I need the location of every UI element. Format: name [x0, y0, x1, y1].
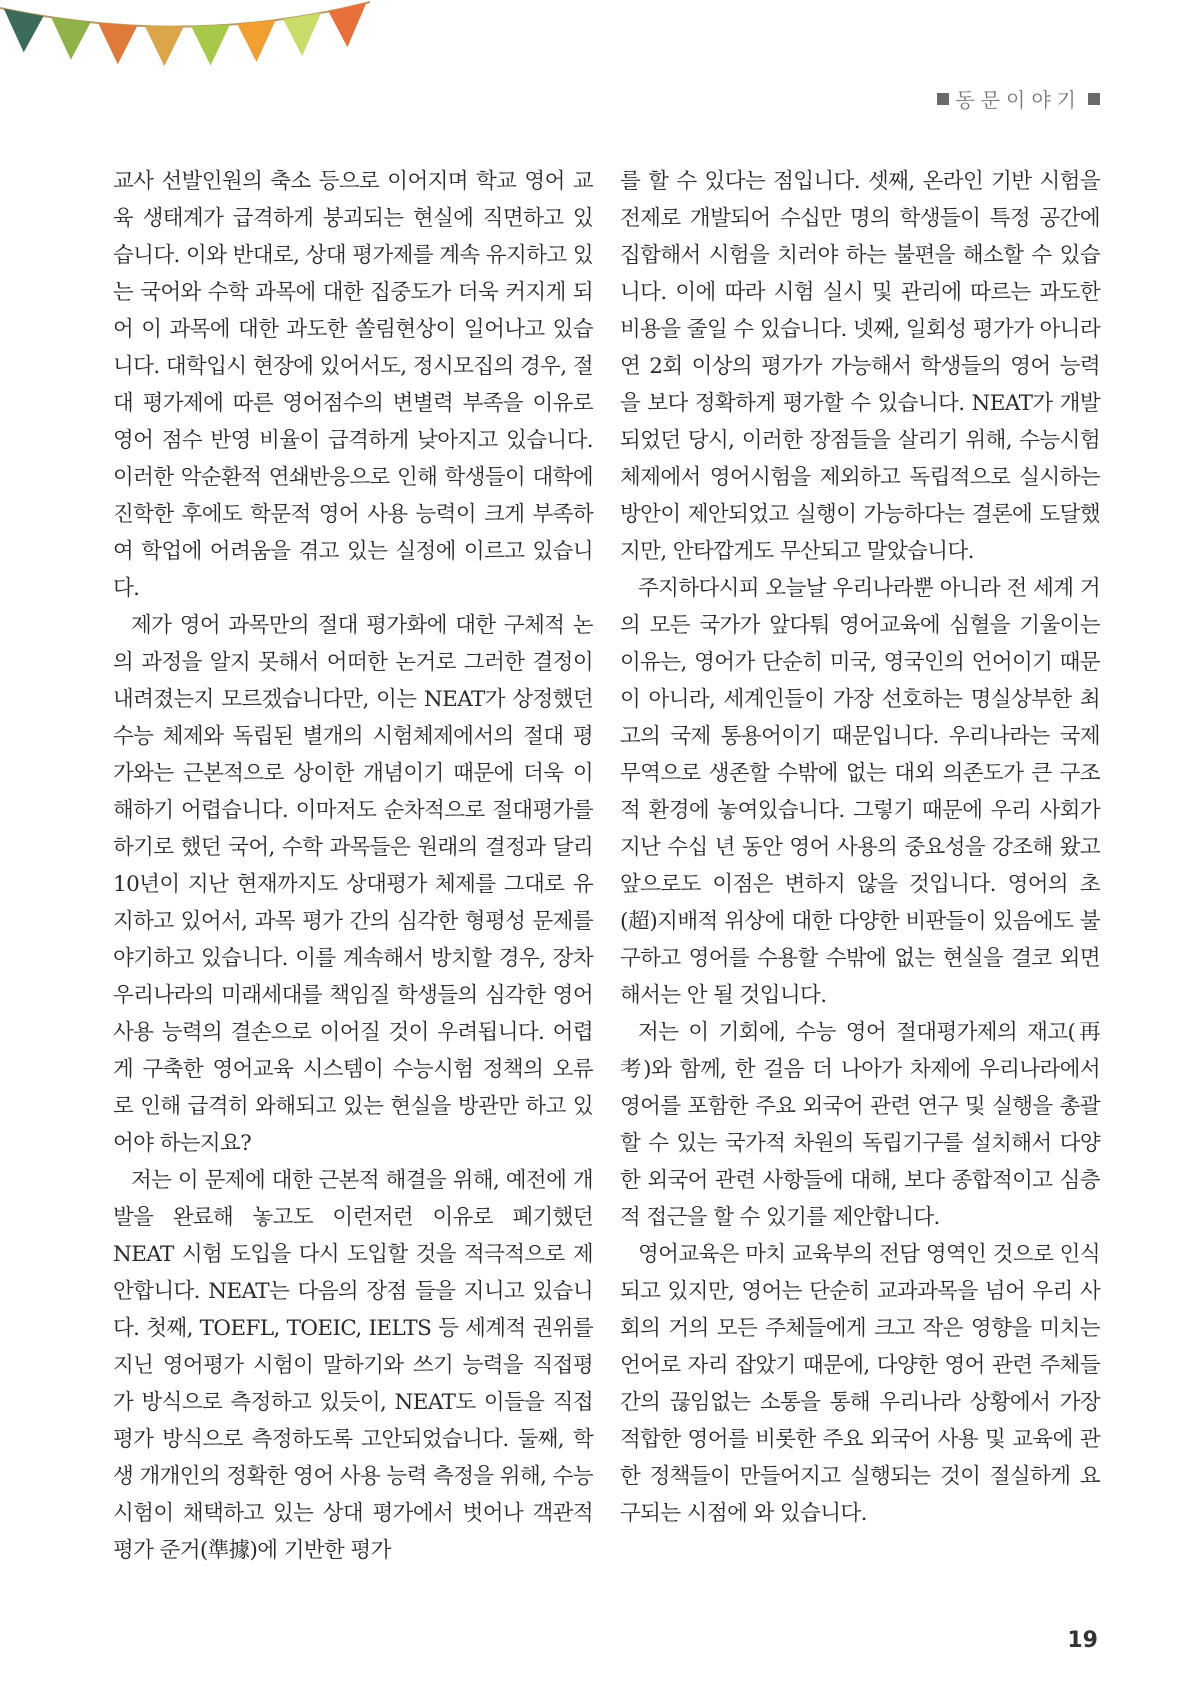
- bunting-flag: [98, 23, 137, 64]
- bunting-flag: [4, 9, 44, 53]
- paragraph: 교사 선발인원의 축소 등으로 이어지며 학교 영어 교육 생태계가 급격하게 붕괴되는 현실에 직면하고 있습니다. 이와 반대로, 상대 평가제를 계속 유지하고 있는 국어와 수학 과목에 대한 집중도가 더욱 커지게 되어 이 과목에 대한 과도한 쏠림현상이 일어나고 있습니다. 대학입시 현장에 있어서도, 정시모집의 경우, 절대 평가제에 따른 영어점수의 변별력 부족을 이유로 영어 점수 반영 비율이 급격하게 낮아지고 있습니다. 이러한 악순환적 연쇄반응으로 인해 학생들이 대학에 진학한 후에도 학문적 영어 사용 능력이 크게 부족하여 학업에 어려움을 겪고 있는 실정에 이르고 있습니다.: [113, 169, 593, 601]
- left-column: [113, 163, 593, 1569]
- section-title: 동문이야기: [955, 88, 1082, 112]
- page-number: 19: [1067, 1628, 1098, 1653]
- bunting-decoration: [0, 0, 380, 100]
- paragraph: 주지하다시피 오늘날 우리나라뿐 아니라 전 세계 거의 모든 국가가 앞다퉈 영어교육에 심혈을 기울이는 이유는, 영어가 단순히 미국, 영국인의 언어이기 때문이 아니라, 세계인들이 가장 선호하는 명실상부한 최고의 국제 통용어이기 때문입니다. 우리나라는 국제 무역으로 생존할 수밖에 없는 대외 의존도가 큰 구조적 환경에 놓여있습니다. 그렇기 때문에 우리 사회가 지난 수십 년 동안 영어 사용의 중요성을 강조해 왔고 앞으로도 이점은 변하지 않을 것입니다. 영어의 초(超)지배적 위상에 대한 다양한 비판들이 있음에도 불구하고 영어를 수용할 수밖에 없는 현실을 결코 외면해서는 안 될 것입니다.: [620, 576, 1100, 1008]
- bunting-flag: [191, 25, 230, 66]
- bunting-flag: [145, 26, 184, 66]
- right-column: [620, 163, 1100, 1532]
- section-header: [937, 84, 1100, 113]
- bunting-flag: [51, 17, 91, 60]
- bunting-flag: [237, 20, 275, 62]
- square-bullet-icon: [937, 93, 949, 105]
- paragraph: 를 할 수 있다는 점입니다. 셋째, 온라인 기반 시험을 전제로 개발되어 수십만 명의 학생들이 특정 공간에 집합해서 시험을 치러야 하는 불편을 해소할 수 있습니다. 이에 따라 시험 실시 및 관리에 따르는 과도한 비용을 줄일 수 있습니다. 넷째, 일회성 평가가 아니라 연 2회 이상의 평가가 가능해서 학생들의 영어 능력을 보다 정확하게 평가할 수 있습니다. NEAT가 개발되었던 당시, 이러한 장점들을 살리기 위해, 수능시험체제에서 영어시험을 제외하고 독립적으로 실시하는 방안이 제안되었고 실행이 가능하다는 결론에 도달했지만, 안타깝게도 무산되고 말았습니다.: [620, 169, 1100, 564]
- paragraph: 제가 영어 과목만의 절대 평가화에 대한 구체적 논의 과정을 알지 못해서 어떠한 논거로 그러한 결정이 내려졌는지 모르겠습니다만, 이는 NEAT가 상정했던 수능 체제와 독립된 별개의 시험체제에서의 절대 평가와는 근본적으로 상이한 개념이기 때문에 더욱 이해하기 어렵습니다. 이마저도 순차적으로 절대평가를 하기로 했던 국어, 수학 과목들은 원래의 결정과 달리 10년이 지난 현재까지도 상대평가 체제를 그대로 유지하고 있어서, 과목 평가 간의 심각한 형평성 문제를 야기하고 있습니다. 이를 계속해서 방치할 경우, 장차 우리나라의 미래세대를 책임질 학생들의 심각한 영어 사용 능력의 결손으로 이어질 것이 우려됩니다. 어렵게 구축한 영어교육 시스템이 수능시험 정책의 오류로 인해 급격히 와해되고 있는 현실을 방관만 하고 있어야 하는지요?: [113, 613, 593, 1156]
- paragraph: 저는 이 기회에, 수능 영어 절대평가제의 재고(再考)와 함께, 한 걸음 더 나아가 차제에 우리나라에서 영어를 포함한 주요 외국어 관련 연구 및 실행을 총괄할 수 있는 국가적 차원의 독립기구를 설치해서 다양한 외국어 관련 사항들에 대해, 보다 종합적이고 심층적 접근을 할 수 있기를 제안합니다.: [620, 1020, 1100, 1230]
- bunting-flag: [283, 13, 321, 56]
- paragraph: 영어교육은 마치 교육부의 전담 영역인 것으로 인식되고 있지만, 영어는 단순히 교과과목을 넘어 우리 사회의 거의 모든 주체들에게 크고 작은 영향을 미치는 언어로 자리 잡았기 때문에, 다양한 영어 관련 주체들 간의 끊임없는 소통을 통해 우리나라 상황에서 가장 적합한 영어를 비롯한 주요 외국어 사용 및 교육에 관한 정책들이 만들어지고 실행되는 것이 절실하게 요구되는 시점에 와 있습니다.: [620, 1242, 1100, 1526]
- square-bullet-icon: [1088, 93, 1100, 105]
- paragraph: 저는 이 문제에 대한 근본적 해결을 위해, 예전에 개발을 완료해 놓고도 이런저런 이유로 폐기했던 NEAT 시험 도입을 다시 도입할 것을 적극적으로 제안합니다. NEAT는 다음의 장점 들을 지니고 있습니다. 첫째, TOEFL, TOEIC, IELTS 등 세계적 권위를 지닌 영어평가 시험이 말하기와 쓰기 능력을 직접평가 방식으로 측정하고 있듯이, NEAT도 이들을 직접평가 방식으로 측정하도록 고안되었습니다. 둘째, 학생 개개인의 정확한 영어 사용 능력 측정을 위해, 수능시험이 채택하고 있는 상대 평가에서 벗어나 객관적 평가 준거(準據)에 기반한 평가: [113, 1168, 593, 1563]
